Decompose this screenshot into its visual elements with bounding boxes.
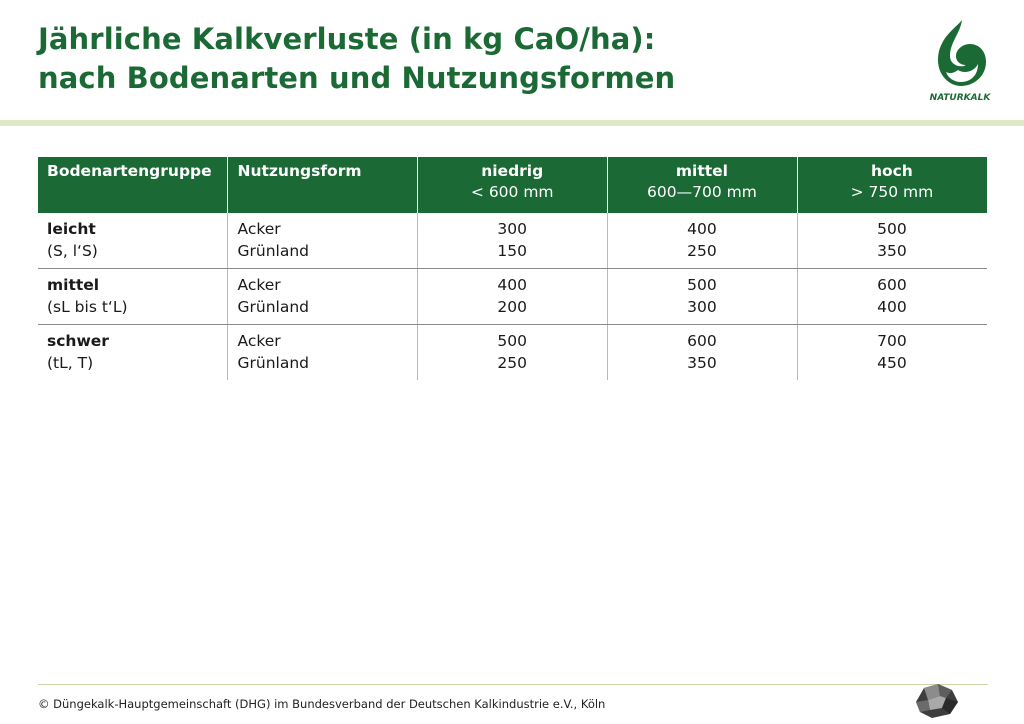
lime-loss-table [38, 157, 987, 380]
naturkalk-logo-icon [928, 18, 992, 106]
value-cell-mittel: 500 300 [608, 269, 798, 325]
value-cell-mittel: 600 350 [608, 325, 798, 381]
column-subheader-hoch: > 750 mm [850, 183, 934, 201]
value-cell-hoch: 700 450 [877, 332, 907, 372]
value-cell-niedrig: 300 150 [418, 213, 608, 269]
column-header-niedrig: niedrig < 600 mm [418, 157, 608, 213]
usage-cell: Acker Grünland [228, 325, 418, 381]
table-header-row [38, 157, 987, 213]
page-title [38, 20, 675, 98]
value-cell-mittel: 400 250 [608, 213, 798, 269]
soil-group-cell: mittel (sL bis t‘L) [38, 269, 228, 325]
footer-divider [38, 684, 988, 685]
table-row [38, 325, 987, 381]
table-row [38, 269, 987, 325]
column-subheader-niedrig: < 600 mm [470, 183, 554, 201]
soil-group-cell: leicht (S, l‘S) [38, 213, 228, 269]
column-header-mittel: mittel 600—700 mm [608, 157, 798, 213]
header-divider [0, 120, 1024, 126]
column-header-hoch: hoch > 750 mm [797, 157, 987, 213]
value-cell-hoch: 500 350 [797, 213, 987, 269]
value-cell-hoch: 600 400 [797, 269, 987, 325]
naturkalk-logo [928, 18, 992, 106]
usage-cell: Acker Grünland [228, 269, 418, 325]
column-header-nutzungsform: Nutzungsform [228, 157, 418, 213]
value-cell-niedrig: 400 200 [418, 269, 608, 325]
soil-group-cell: schwer (tL, T) [38, 325, 228, 381]
logo-text: NATURKALK [929, 93, 991, 103]
page-title-line-2: nach Bodenarten und Nutzungsformen [38, 61, 676, 95]
column-subheader-mittel: 600—700 mm [647, 183, 757, 201]
footer-copyright: © Düngekalk-Hauptgemeinschaft (DHG) im Bundesverband der Deutschen Kalkindustrie e.V., Köln [38, 697, 606, 711]
usage-cell: Acker Grünland [228, 213, 418, 269]
value-cell-niedrig: 500 250 [418, 325, 608, 381]
limestone-rock-icon [910, 680, 962, 720]
page-title-line-1: Jährliche Kalkverluste (in kg CaO/ha): [38, 22, 656, 56]
table-row [38, 213, 987, 269]
column-header-bodenartengruppe: Bodenartengruppe [38, 157, 228, 213]
